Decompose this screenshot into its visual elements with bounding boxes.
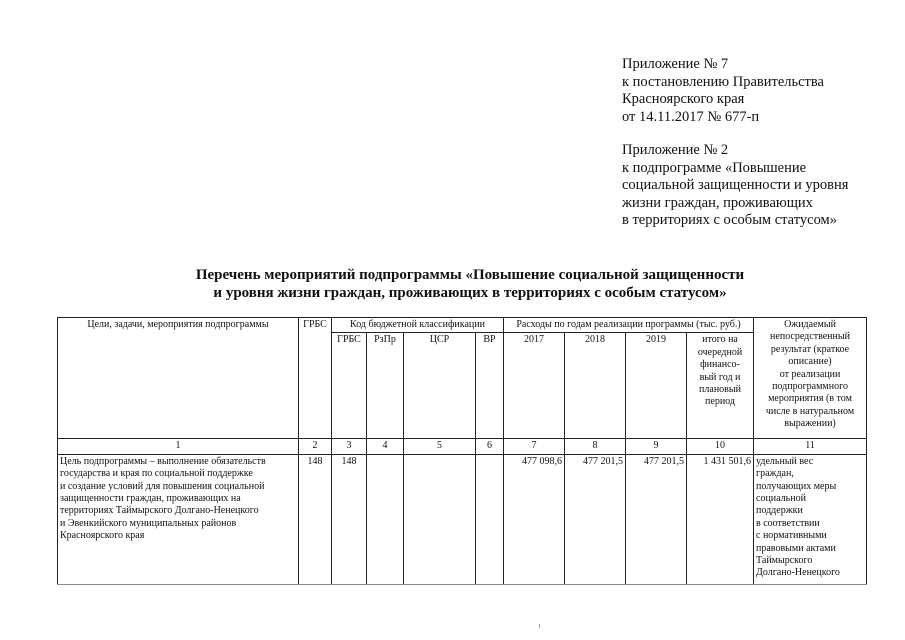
- subheader-2017: 2017: [504, 333, 565, 439]
- subheader-total: [687, 333, 754, 439]
- header-result-line: описание): [788, 356, 832, 368]
- result-cell: [754, 454, 867, 584]
- appendix-7-line: от 14.11.2017 № 677-п: [622, 108, 760, 125]
- column-number: 3: [332, 439, 367, 454]
- title-line: Перечень мероприятий подпрограммы «Повышение социальной защищенности: [195, 267, 745, 283]
- rzpr-cell: [367, 454, 404, 584]
- column-number: 7: [504, 439, 565, 454]
- subheader-total-line: плановый: [699, 384, 741, 396]
- subheader-rzpr: РзПр: [367, 333, 404, 439]
- header-result-line: результат (краткое: [770, 343, 850, 355]
- goal-line: защищенности граждан, проживающих на: [60, 493, 241, 505]
- result-line: поддержки: [756, 505, 803, 517]
- result-line: удельный вес: [756, 455, 814, 467]
- csr-cell: [404, 454, 476, 584]
- subheader-total-line: вый год и: [699, 371, 741, 383]
- column-number: 4: [367, 439, 404, 454]
- appendix-2-line: социальной защищенности и уровня: [622, 177, 849, 193]
- grbs-code-cell: 148: [332, 454, 367, 584]
- header-result: [754, 318, 867, 439]
- goal-line: и создание условий для повышения социальной: [60, 480, 265, 492]
- column-number: 1: [58, 439, 299, 454]
- header-grbs: ГРБС: [299, 318, 332, 439]
- goal-line: территориях Таймырского Долгано-Ненецкого: [60, 505, 259, 517]
- column-number-row: [58, 439, 867, 454]
- appendix-7-block: [622, 56, 892, 126]
- header-goals: Цели, задачи, мероприятия подпрограммы: [58, 318, 299, 439]
- table-row: [58, 454, 867, 584]
- goal-line: Цель подпрограммы – выполнение обязательств: [60, 455, 266, 467]
- grbs-cell: 148: [299, 454, 332, 584]
- appendix-7-line: к постановлению Правительства: [622, 73, 824, 90]
- subheader-total-line: очередной: [697, 346, 743, 358]
- activities-table: [57, 317, 867, 585]
- goal-line: государства и края по социальной поддержке: [60, 468, 253, 480]
- result-line: правовыми актами: [756, 542, 836, 554]
- result-line: с нормативными: [756, 530, 827, 542]
- result-line: Таймырского: [756, 555, 813, 567]
- scan-mark: [539, 624, 540, 628]
- column-number: 2: [299, 439, 332, 454]
- header-result-line: Ожидаемый: [784, 319, 836, 330]
- appendix-2-line: жизни граждан, проживающих: [622, 194, 813, 211]
- result-line: граждан,: [756, 468, 794, 480]
- title-line: и уровня жизни граждан, проживающих в территориях с особым статусом»: [213, 285, 727, 301]
- result-line: в соответствии: [756, 517, 820, 529]
- header-result-line: от реализации: [779, 368, 841, 380]
- expense-2018-cell: 477 201,5: [565, 454, 626, 584]
- subheader-2019: 2019: [626, 333, 687, 439]
- appendix-2-line: в территориях с особым статусом»: [622, 212, 837, 228]
- goal-line: Красноярского края: [60, 530, 145, 542]
- subheader-total-line: итого на: [702, 334, 738, 346]
- subheader-total-line: финансо-: [700, 359, 740, 371]
- header-result-line: выражении): [784, 418, 836, 430]
- header-expenses: Расходы по годам реализации программы (тыс. руб.): [504, 318, 754, 333]
- header-budget-code: Код бюджетной классификации: [332, 318, 504, 333]
- vr-cell: [476, 454, 504, 584]
- appendix-7-line: Приложение № 7: [622, 56, 729, 72]
- expense-2019-cell: 477 201,5: [626, 454, 687, 584]
- appendix-7-line: Красноярского края: [622, 91, 745, 107]
- column-number: 10: [687, 439, 754, 454]
- column-number: 8: [565, 439, 626, 454]
- column-number: 5: [404, 439, 476, 454]
- result-line: Долгано-Ненецкого: [756, 567, 840, 579]
- goal-cell: [58, 454, 299, 584]
- subheader-vr: ВР: [476, 333, 504, 439]
- expense-total-cell: 1 431 501,6: [687, 454, 754, 584]
- subheader-total-line: период: [705, 396, 735, 408]
- subheader-csr: ЦСР: [404, 333, 476, 439]
- subheader-grbs: ГРБС: [332, 333, 367, 439]
- header-result-line: подпрограммного: [772, 381, 848, 393]
- column-number: 9: [626, 439, 687, 454]
- column-number: 11: [754, 439, 867, 454]
- document-title: [150, 266, 790, 302]
- appendix-2-line: к подпрограмме «Повышение: [622, 159, 807, 176]
- expense-2017-cell: 477 098,6: [504, 454, 565, 584]
- subheader-2018: 2018: [565, 333, 626, 439]
- appendix-2-block: [622, 142, 892, 230]
- header-result-line: непосредственный: [770, 331, 850, 343]
- result-line: социальной: [756, 493, 806, 505]
- goal-line: и Эвенкийского муниципальных районов: [60, 517, 237, 529]
- column-number: 6: [476, 439, 504, 454]
- appendix-2-line: Приложение № 2: [622, 142, 729, 158]
- result-line: получающих меры: [756, 480, 837, 492]
- header-result-line: мероприятия (в том: [768, 393, 852, 405]
- header-result-line: числе в натуральном: [765, 405, 855, 417]
